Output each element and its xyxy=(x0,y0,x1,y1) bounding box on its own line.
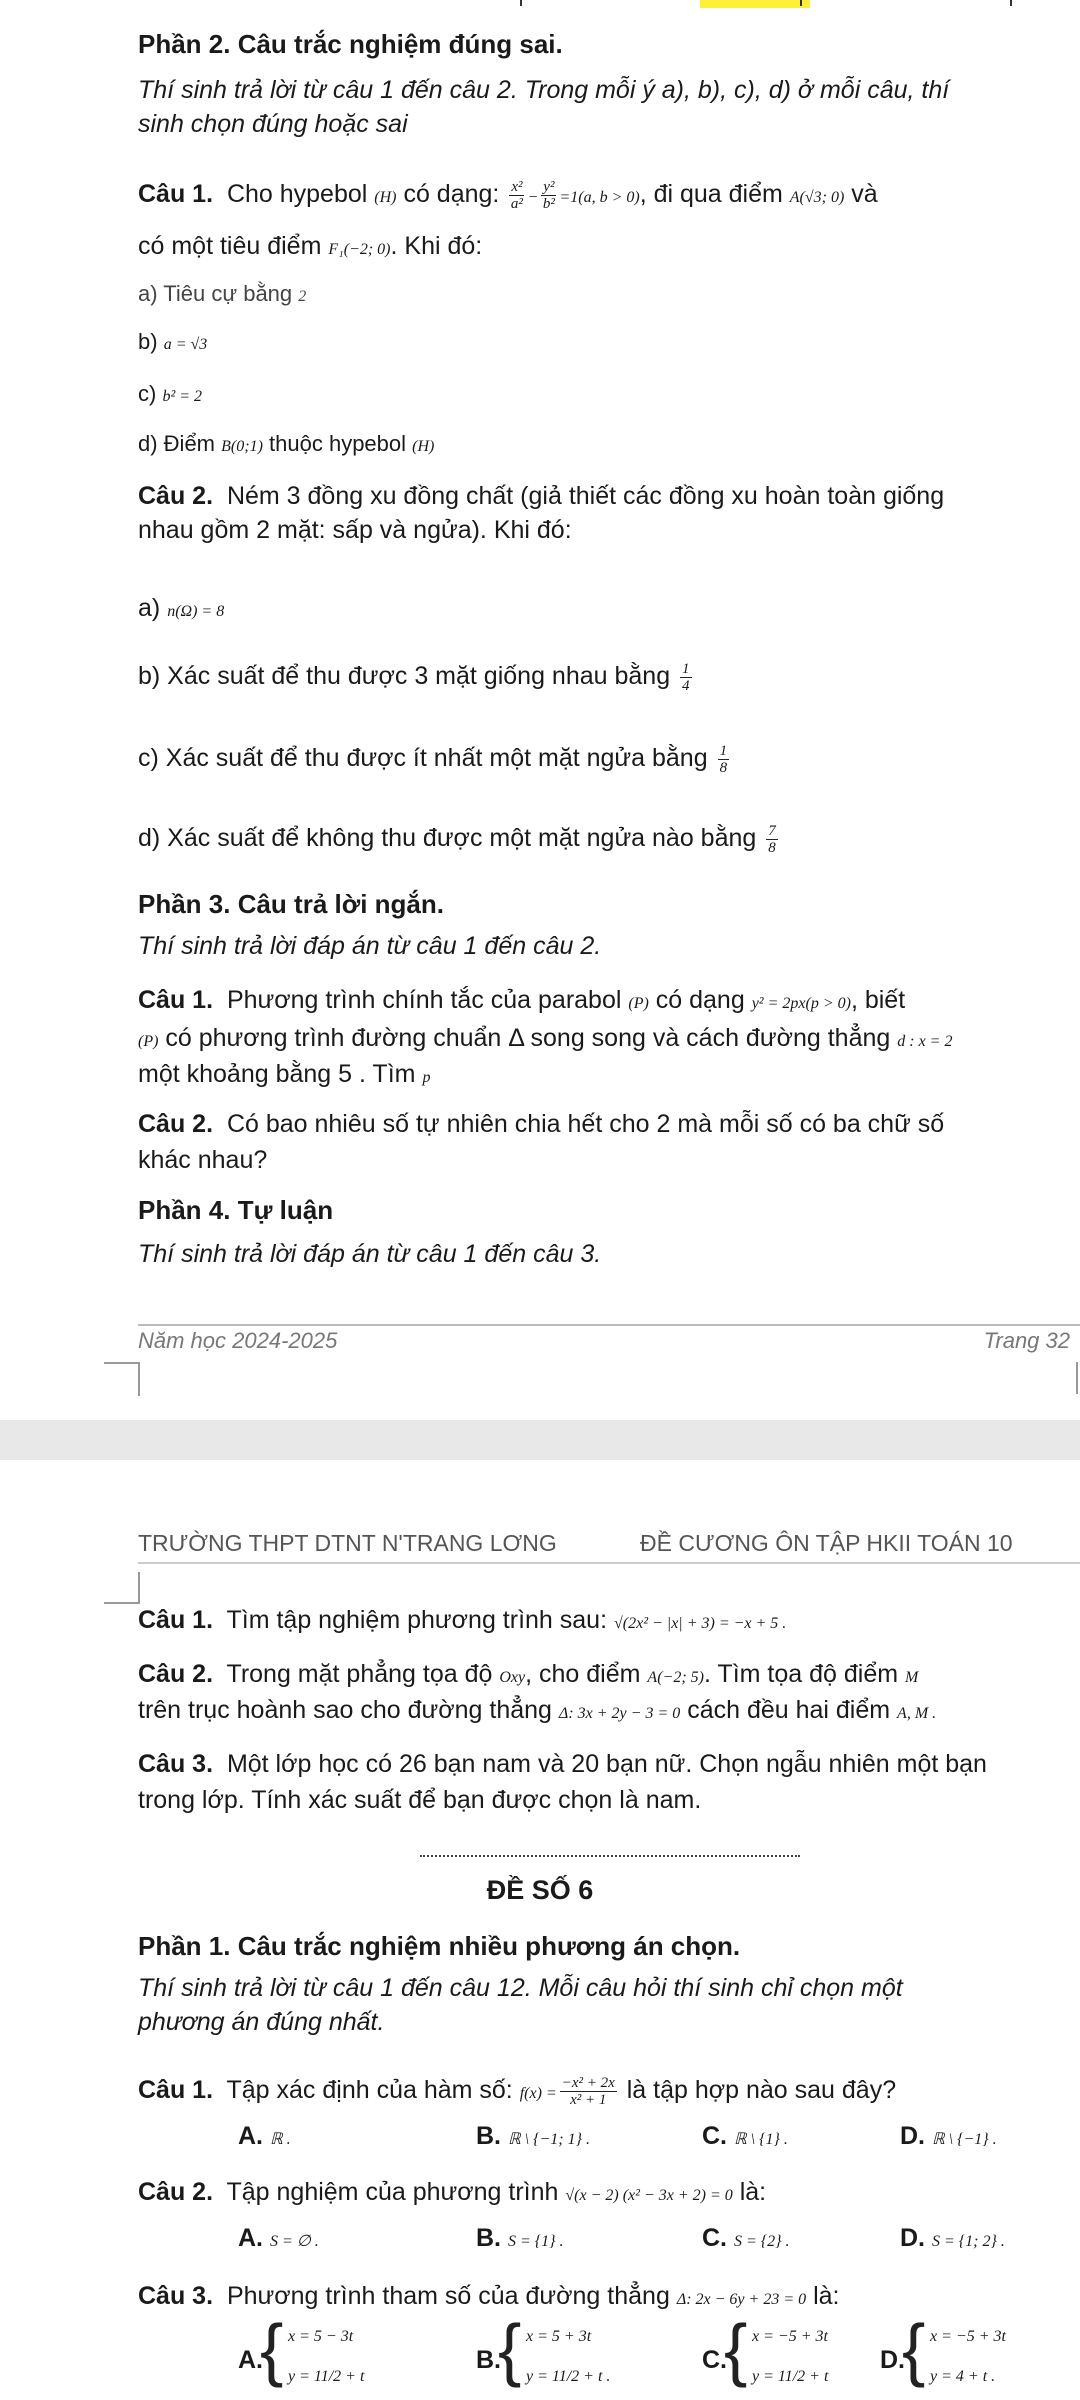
question-text: Cho hypebol xyxy=(226,180,368,208)
mcq2-option-d[interactable]: D. S = {1; 2} . xyxy=(900,2224,1005,2252)
question-label: Câu 2. xyxy=(138,2178,214,2206)
essay-question-1 xyxy=(138,1604,786,1640)
footer-page-number: Trang 32 xyxy=(983,1328,1070,1353)
question-text: một khoảng bằng 5 . Tìm xyxy=(138,1060,416,1088)
option-d xyxy=(138,822,781,856)
essay-question-2-cont xyxy=(138,1694,936,1730)
question-1: Câu 1. Cho hypebol (H) có dạng: $\frac{\text{x²}}{\text{a²}}$ − $\frac{\text{y²}}{\text{b²}}$ =1(a, b > 0), đi qua điểm A(√3; 0) và xyxy=(138,178,878,212)
option-c xyxy=(138,378,202,413)
question-text: , đi qua điểm xyxy=(639,180,783,208)
question-text: Một lớp học có 26 bạn nam và 20 bạn nữ. Chọn ngẫu nhiên một bạn xyxy=(226,1750,987,1778)
question-text: trên trục hoành sao cho đường thẳng xyxy=(138,1696,552,1724)
margin-corner-mark xyxy=(1076,1362,1080,1394)
question-label: Câu 3. xyxy=(138,2282,214,2310)
exam-title: ĐỀ SỐ 6 xyxy=(486,1875,594,1905)
part2-title: Phần 2. Câu trắc nghiệm đúng sai. xyxy=(138,29,563,59)
math-expression: M xyxy=(905,1669,919,1686)
ruler-tick xyxy=(520,0,522,6)
math-expression: 2 xyxy=(298,288,307,305)
question-text: Ném 3 đồng xu đồng chất (giả thiết các đồng xu hoàn toàn giống xyxy=(226,482,945,510)
option-text: thuộc hypebol xyxy=(269,431,407,456)
part1-title: Phần 1. Câu trắc nghiệm nhiều phương án chọn. xyxy=(138,1931,741,1961)
question-text: có dạng xyxy=(655,986,745,1014)
p3-question-1-cont xyxy=(138,1058,430,1094)
math-expression: A, M . xyxy=(897,1705,937,1722)
part3-title: Phần 3. Câu trả lời ngắn. xyxy=(138,889,444,919)
fraction: $\frac{\text{y²}}{\text{b²}}$ xyxy=(542,178,555,212)
question-text: Trong mặt phẳng tọa độ xyxy=(226,1660,493,1688)
math-expression: a = √3 xyxy=(163,336,208,353)
question-2 xyxy=(138,480,944,512)
question-label: Câu 1. xyxy=(138,986,214,1014)
mcq3-option-a[interactable]: A. { x = 5 − 3t y = 11/2 + t xyxy=(238,2310,365,2388)
question-label: Câu 2. xyxy=(138,482,214,510)
mcq1-option-a[interactable]: A. ℝ . xyxy=(238,2122,291,2150)
mcq3-option-c[interactable]: C. { x = −5 + 3t y = 11/2 + t xyxy=(702,2310,829,2388)
mcq2-option-c[interactable]: C. S = {2} . xyxy=(702,2224,790,2252)
math-expression: n(Ω) = 8 xyxy=(167,603,225,620)
question-text: là: xyxy=(739,2178,767,2206)
header-title: ĐỀ CƯƠNG ÔN TẬP HKII TOÁN 10 xyxy=(640,1530,1013,1556)
question-text: . Khi đó: xyxy=(390,232,483,260)
option-text: d) Điểm xyxy=(138,431,216,456)
math-expression: A(√3; 0) xyxy=(789,189,845,206)
math-expression: Δ: 2x − 6y + 23 = 0 xyxy=(676,2291,807,2308)
mcq2-option-b[interactable]: B. S = {1} . xyxy=(476,2224,564,2252)
page-gap xyxy=(0,1420,1080,1460)
math-expression: d : x = 2 xyxy=(897,1033,953,1050)
math-expression: =1(a, b > 0) xyxy=(559,189,640,206)
question-text: Phương trình chính tắc của parabol xyxy=(226,986,622,1014)
math-expression: Δ: 3x + 2y − 3 = 0 xyxy=(558,1705,681,1722)
question-label: Câu 1. xyxy=(138,2076,214,2104)
part2-instruction: Thí sinh trả lời từ câu 1 đến câu 2. Trong mỗi ý a), b), c), d) ở mỗi câu, thí xyxy=(138,76,950,104)
question-text: Tập nghiệm của phương trình xyxy=(226,2178,559,2206)
option-b xyxy=(138,660,695,694)
question-2-cont: nhau gồm 2 mặt: sấp và ngửa). Khi đó: xyxy=(138,516,572,544)
mcq-question-1 xyxy=(138,2074,896,2110)
option-d xyxy=(138,428,434,463)
p3-question-1 xyxy=(138,984,905,1020)
math-expression: y² = 2px(p > 0) xyxy=(751,995,851,1012)
mcq1-option-d[interactable]: D. ℝ \ {−1} . xyxy=(900,2122,997,2150)
part4-instruction: Thí sinh trả lời đáp án từ câu 1 đến câu 3. xyxy=(138,1240,602,1268)
fraction: $\frac{7}{8}$ xyxy=(768,822,776,856)
option-label: b) xyxy=(138,329,158,354)
mcq-question-2 xyxy=(138,2176,766,2212)
mcq3-option-d[interactable]: D. { x = −5 + 3t y = 4 + t . xyxy=(880,2310,1006,2388)
footer-divider xyxy=(138,1324,1080,1326)
separator-dots xyxy=(420,1855,800,1857)
header-school: TRƯỜNG THPT DTNT N'TRANG LƠNG xyxy=(138,1530,557,1556)
option-label: a) xyxy=(138,594,161,622)
part1-instruction: phương án đúng nhất. xyxy=(138,2008,385,2036)
option-text: c) Xác suất để thu được ít nhất một mặt ngửa bằng xyxy=(138,744,708,772)
question-label: Câu 3. xyxy=(138,1750,214,1778)
math-expression: (P) xyxy=(138,1033,159,1050)
question-label: Câu 2. xyxy=(138,1660,214,1688)
option-c xyxy=(138,742,732,776)
question-text: là: xyxy=(813,2282,840,2310)
question-text: . Tìm tọa độ điểm xyxy=(703,1660,899,1688)
part3-instruction: Thí sinh trả lời đáp án từ câu 1 đến câu 2. xyxy=(138,932,602,960)
math-expression: (H) xyxy=(374,189,397,206)
math-expression: (H) xyxy=(412,438,435,455)
mcq3-option-b[interactable]: B. { x = 5 + 3t y = 11/2 + t . xyxy=(476,2310,611,2388)
option-text: b) Xác suất để thu được 3 mặt giống nhau bằng xyxy=(138,662,671,690)
ruler-tick xyxy=(1010,0,1012,6)
question-text: , biết xyxy=(850,986,906,1014)
question-text: , cho điểm xyxy=(525,1660,641,1688)
part1-instruction: Thí sinh trả lời từ câu 1 đến câu 12. Mỗi câu hỏi thí sinh chỉ chọn một xyxy=(138,1974,903,2002)
p3-question-1-cont xyxy=(138,1022,952,1058)
question-text: có một tiêu điểm xyxy=(138,232,322,260)
math-expression: Oxy xyxy=(499,1669,526,1686)
question-text: Tập xác định của hàm số: xyxy=(226,2076,513,2104)
math-expression: F₁(−2; 0) xyxy=(328,241,391,258)
essay-question-3 xyxy=(138,1748,987,1780)
option-text: a) Tiêu cự bằng xyxy=(138,281,293,306)
question-text: có dạng: xyxy=(403,180,500,208)
math-expression: √(2x² − |x| + 3) = −x + 5 . xyxy=(613,1615,787,1632)
footer-year: Năm học 2024-2025 xyxy=(138,1328,338,1353)
fraction: $\frac{1}{4}$ xyxy=(682,660,690,694)
option-text: d) Xác suất để không thu được một mặt ngửa nào bằng xyxy=(138,824,757,852)
question-text: là tập hợp nào sau đây? xyxy=(626,2076,897,2104)
option-a xyxy=(138,278,306,313)
p3-question-2 xyxy=(138,1108,944,1140)
fraction: $\frac{1}{8}$ xyxy=(719,742,728,776)
math-expression: √(x − 2) (x² − 3x + 2) = 0 xyxy=(565,2187,733,2204)
mcq1-option-b[interactable]: B. ℝ \ {−1; 1} . xyxy=(476,2122,590,2150)
question-label: Câu 1. xyxy=(138,1606,214,1634)
header-divider xyxy=(138,1562,1080,1564)
question-text: có phương trình đường chuẩn Δ song song và cách đường thẳng xyxy=(165,1024,891,1052)
question-text: Phương trình tham số của đường thẳng xyxy=(226,2282,670,2310)
math-expression: B(0;1) xyxy=(221,438,263,455)
option-a xyxy=(138,592,224,628)
question-label: Câu 1. xyxy=(138,180,214,208)
mcq1-option-c[interactable]: C. ℝ \ {1} . xyxy=(702,2122,788,2150)
ruler-tick xyxy=(800,0,802,6)
math-expression: p xyxy=(422,1069,431,1086)
math-expression: f(x) = xyxy=(519,2085,557,2102)
math-expression: b² = 2 xyxy=(162,388,203,405)
fraction: $\frac{\text{−x² + 2x}}{\text{x² + 1}}$ xyxy=(561,2074,615,2108)
highlight-mark xyxy=(700,0,810,8)
option-label: c) xyxy=(138,381,157,406)
question-text: và xyxy=(851,180,878,208)
part4-title: Phần 4. Tự luận xyxy=(138,1195,334,1225)
question-text: Tìm tập nghiệm phương trình sau: xyxy=(226,1606,608,1634)
option-b xyxy=(138,326,207,361)
question-text: Có bao nhiêu số tự nhiên chia hết cho 2 mà mỗi số có ba chữ số xyxy=(226,1110,945,1138)
p3-question-2-cont: khác nhau? xyxy=(138,1146,268,1174)
part2-instruction: sinh chọn đúng hoặc sai xyxy=(138,110,408,138)
margin-corner-mark xyxy=(104,1572,140,1604)
essay-question-2 xyxy=(138,1658,918,1694)
question-text: cách đều hai điểm xyxy=(687,1696,891,1724)
question-label: Câu 2. xyxy=(138,1110,214,1138)
question-1-cont xyxy=(138,230,482,266)
mcq2-option-a[interactable]: A. S = ∅ . xyxy=(238,2224,319,2252)
fraction: $\frac{\text{x²}}{\text{a²}}$ xyxy=(510,178,523,212)
math-expression: (P) xyxy=(628,995,649,1012)
margin-corner-mark xyxy=(104,1362,140,1396)
math-expression: A(−2; 5) xyxy=(647,1669,704,1686)
essay-question-3-cont: trong lớp. Tính xác suất để bạn được chọn là nam. xyxy=(138,1786,702,1814)
